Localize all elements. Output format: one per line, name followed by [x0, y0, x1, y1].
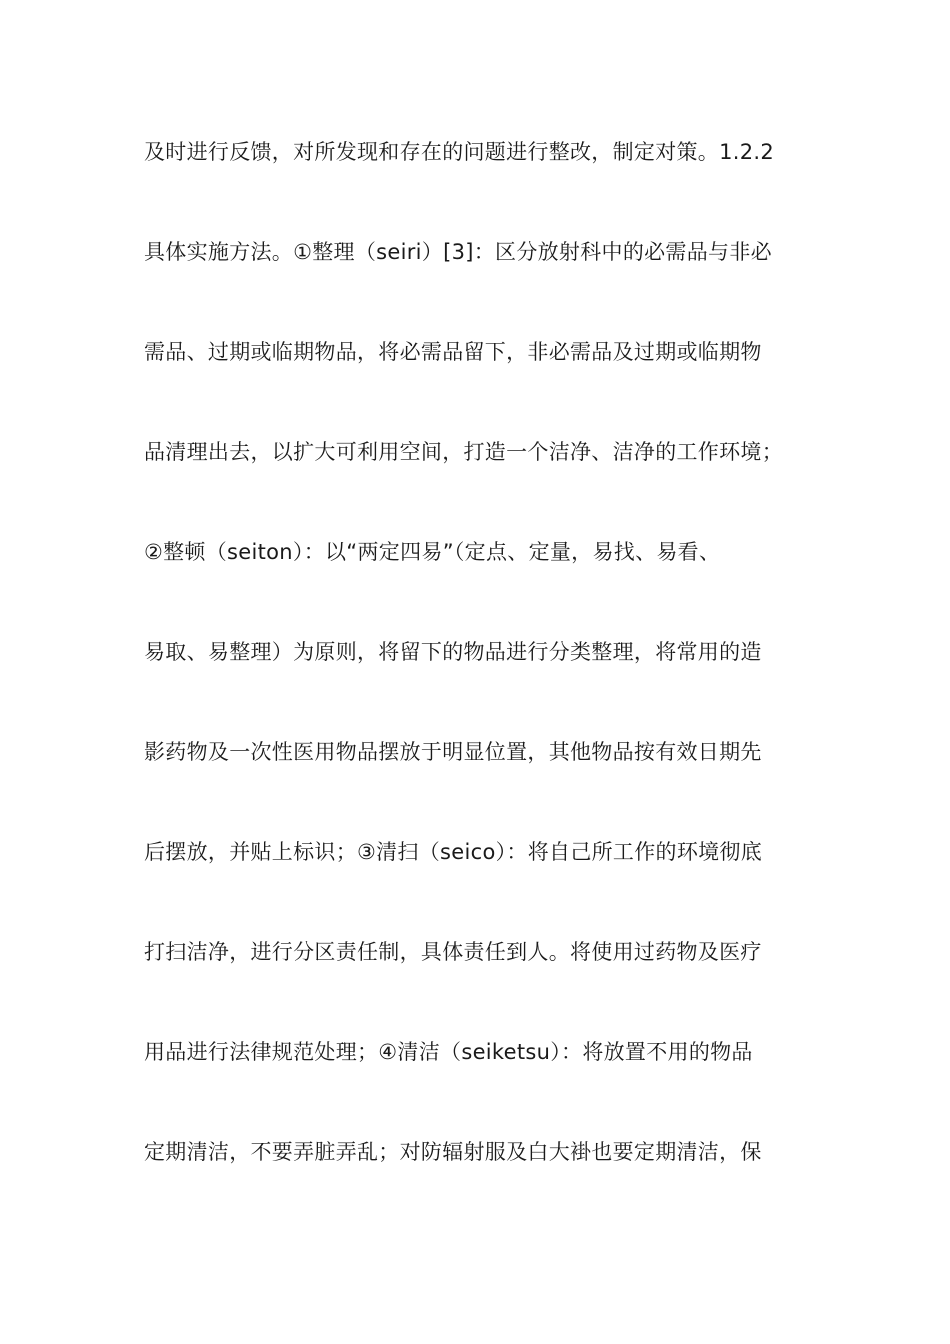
body-paragraph [144, 130, 834, 1230]
text-line: 打扫洁净，进行分区责任制，具体责任到人。将使用过药物及医疗 [144, 940, 762, 964]
text-line: ②整顿（seiton）：以“两定四易”（定点、定量，易找、易看、 [144, 540, 721, 564]
text-line: 后摆放，并贴上标识；③清扫（seico）：将自己所工作的环境彻底 [144, 840, 763, 864]
text-line: 影药物及一次性医用物品摆放于明显位置，其他物品按有效日期先 [144, 740, 762, 764]
text-line: 易取、易整理）为原则，将留下的物品进行分类整理，将常用的造 [144, 640, 762, 664]
text-line: 用品进行法律规范处理；④清洁（seiketsu）：将放置不用的物品 [144, 1040, 753, 1064]
text-line: 具体实施方法。①整理（seiri）[3]：区分放射科中的必需品与非必 [144, 240, 772, 264]
text-line: 及时进行反馈，对所发现和存在的问题进行整改，制定对策。1.2.2 [144, 140, 775, 164]
text-line: 需品、过期或临期物品，将必需品留下，非必需品及过期或临期物 [144, 340, 762, 364]
text-line: 品清理出去，以扩大可利用空间，打造一个洁净、洁净的工作环境； [144, 440, 783, 464]
text-line: 定期清洁，不要弄脏弄乱；对防辐射服及白大褂也要定期清洁，保 [144, 1140, 762, 1164]
